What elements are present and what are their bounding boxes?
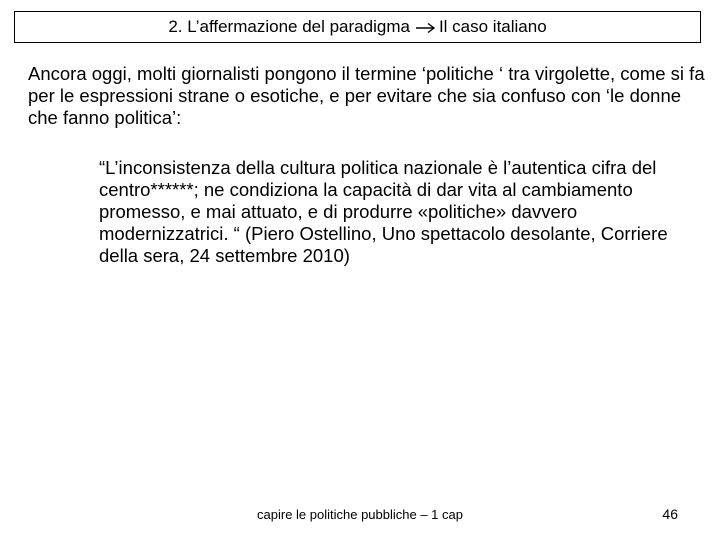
- footer-caption: capire le politiche pubbliche – 1 cap: [257, 507, 463, 522]
- right-arrow-icon: [415, 20, 437, 34]
- intro-paragraph: Ancora oggi, molti giornalisti pongono il termine ‘politiche ‘ tra virgolette, come si fa per le espressioni strane o esotiche, e per evitare che sia confuso con ‘le donne che fanno politica’:: [28, 63, 705, 128]
- quote-paragraph: “L’inconsistenza della cultura politica nazionale è l’autentica cifra del centro******; ne condiziona la capacità di dar vita al cambiamento promesso, e mai attuato, e di produrre «politiche» davvero modernizzatrici. “ (Piero Ostellino, Uno spettacolo desolante, Corriere della sera, 24 settembre 2010): [99, 157, 668, 266]
- page-number: 46: [662, 506, 678, 522]
- slide-title-part2: Il caso italiano: [438, 17, 547, 36]
- slide-title-box: [14, 11, 701, 43]
- slide-title-part1: 2. L’affermazione del paradigma: [168, 17, 410, 36]
